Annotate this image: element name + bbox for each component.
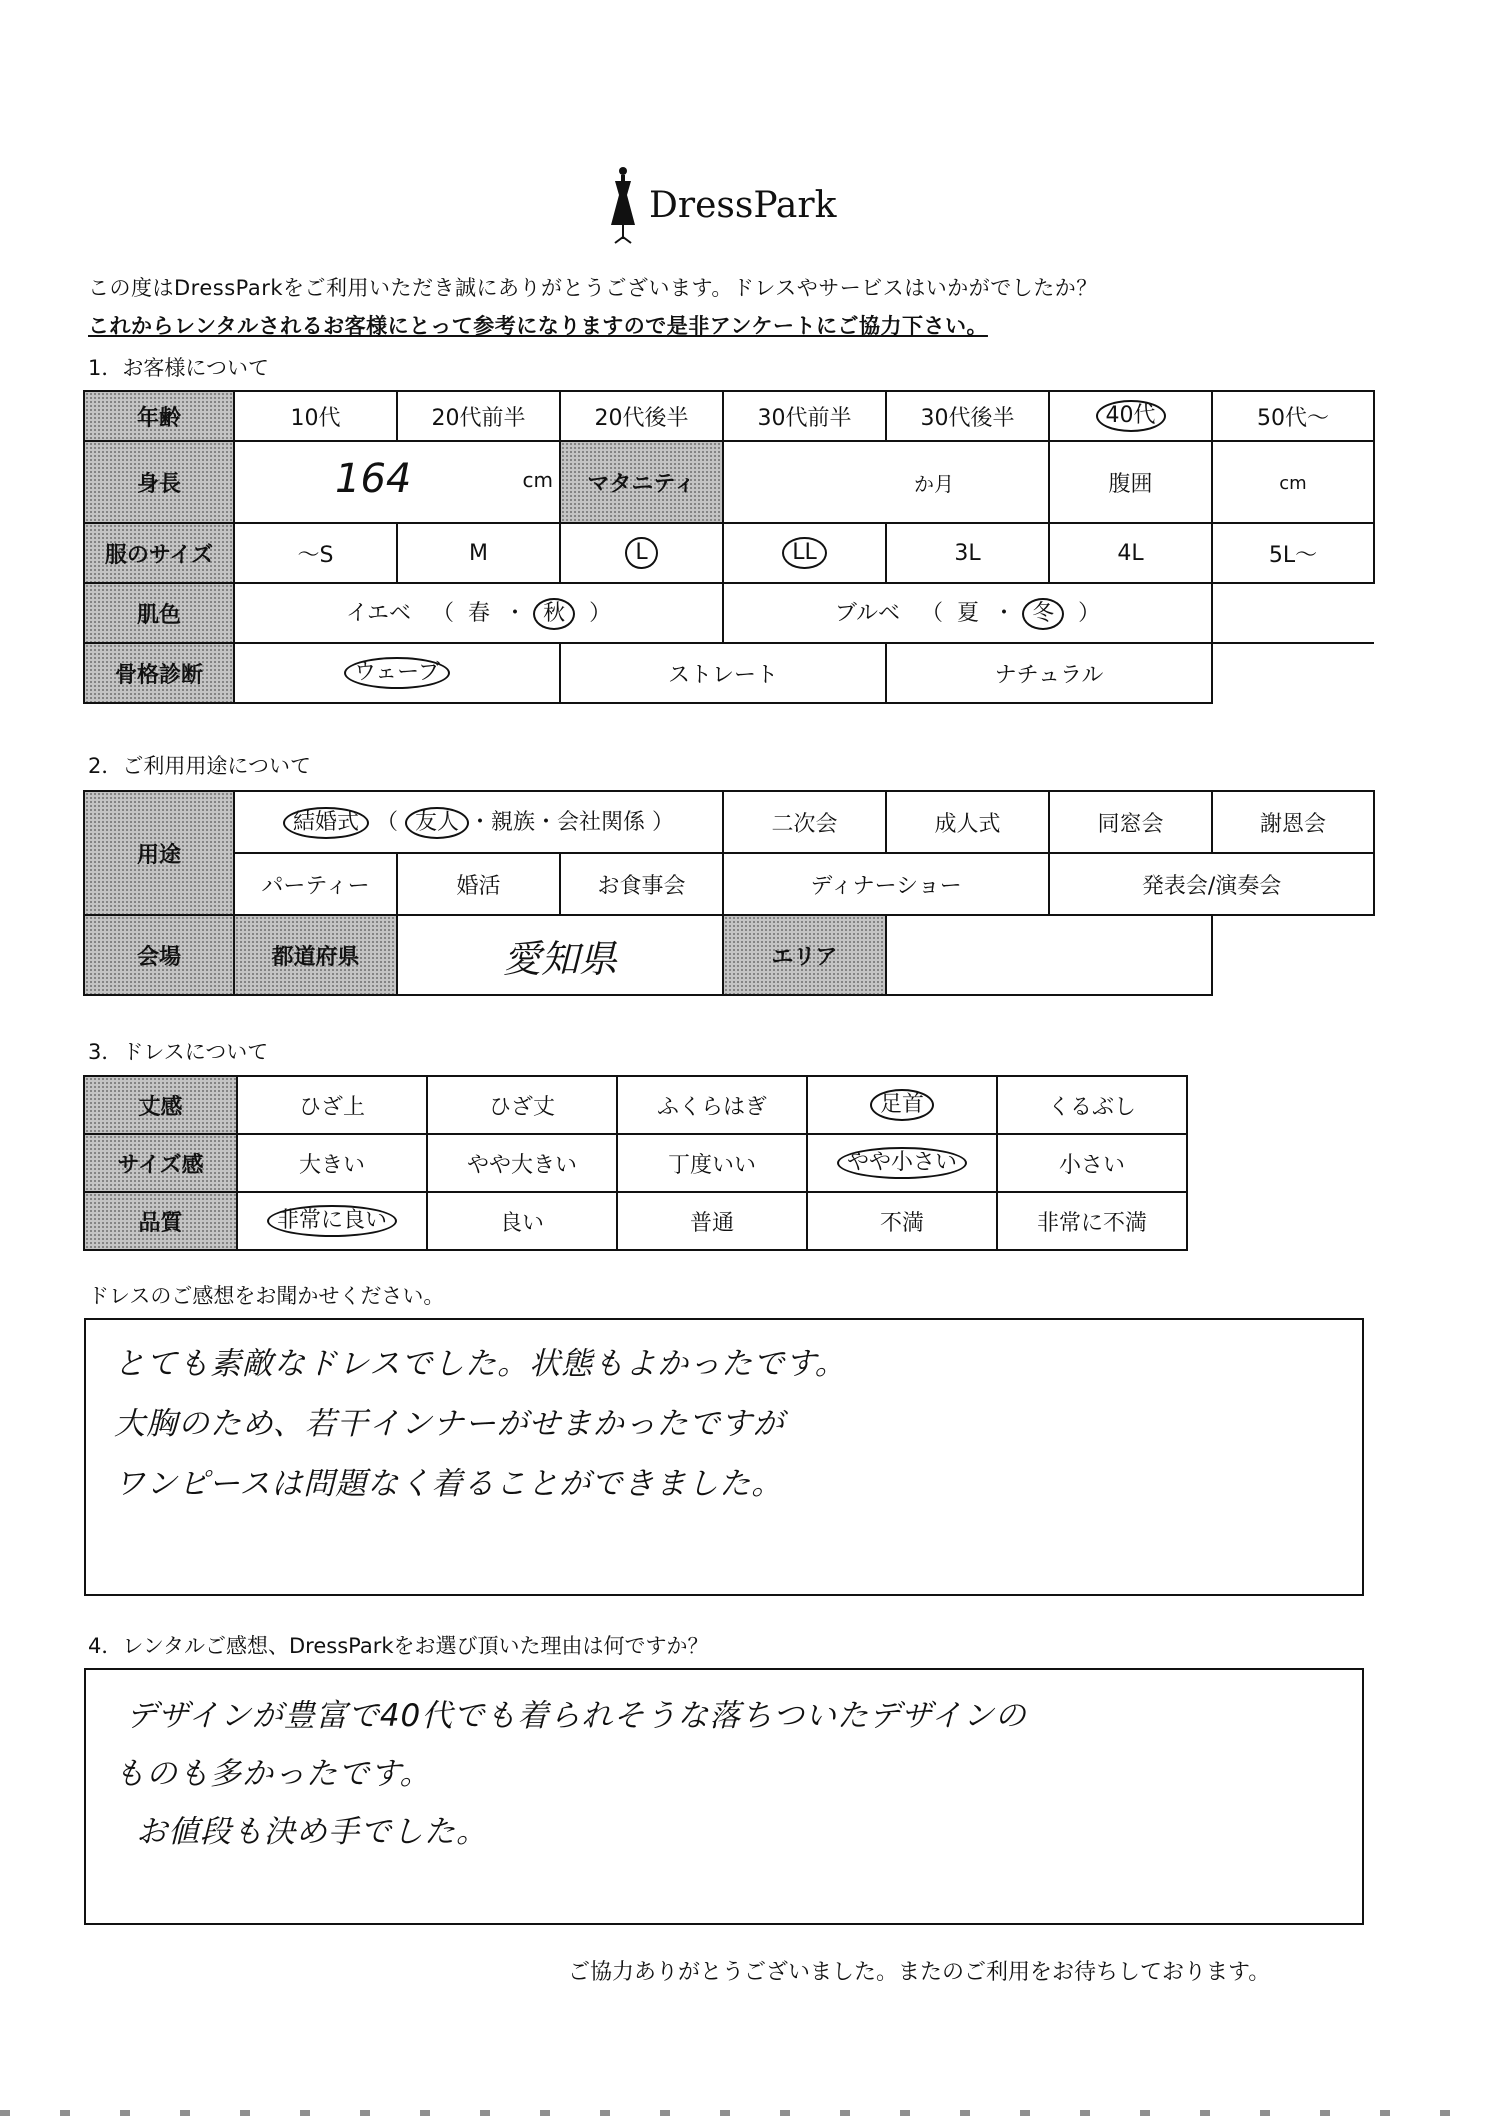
dress-table — [83, 1075, 1188, 1251]
skin-label: 肌色 — [84, 583, 234, 643]
height-value: 164 — [335, 456, 412, 502]
height-field[interactable] — [234, 441, 560, 523]
size-row — [84, 523, 1374, 583]
selected-circle: 足首 — [870, 1089, 934, 1121]
size-option[interactable]: 3L — [886, 523, 1049, 583]
intro-request: これからレンタルされるお客様にとって参考になりますので是非アンケートにご協力下さい。 — [88, 314, 988, 338]
paren-close: ） — [652, 809, 675, 835]
thanks-message: ご協力ありがとうございました。またのご利用をお待ちしております。 — [568, 1960, 1271, 1985]
fit-row — [84, 1134, 1187, 1192]
fit-option[interactable]: やや大きい — [427, 1134, 617, 1192]
area-field[interactable] — [886, 915, 1212, 995]
age-option[interactable]: 20代後半 — [560, 391, 723, 441]
usage-option[interactable]: 謝恩会 — [1212, 791, 1374, 853]
quality-row — [84, 1192, 1187, 1250]
size-option[interactable]: 4L — [1049, 523, 1212, 583]
age-option-selected[interactable] — [1049, 391, 1212, 441]
usage-option[interactable]: お食事会 — [560, 853, 723, 915]
comment-line: ワンピースは問題なく着ることができました。 — [114, 1466, 784, 1502]
season-summer: 夏 — [957, 600, 980, 626]
size-label: 服のサイズ — [84, 523, 234, 583]
size-option-selected[interactable] — [560, 523, 723, 583]
area-label: エリア — [723, 915, 886, 995]
section4-title: 4．レンタルご感想、DressParkをお選び頂いた理由は何ですか？ — [88, 1634, 709, 1658]
length-option[interactable]: ひざ上 — [237, 1076, 427, 1134]
customer-info-table — [83, 390, 1375, 704]
usage-option[interactable]: ディナーショー — [723, 853, 1049, 915]
selected-circle: ウェーブ — [344, 657, 450, 689]
intro-text: この度はDressParkをご利用いただき誠にありがとうございます。ドレスやサービスはいかがでしたか？ — [88, 276, 1098, 300]
paren-close: ） — [589, 600, 612, 626]
length-option[interactable]: ふくらはぎ — [617, 1076, 807, 1134]
friend-selected: 友人 — [405, 807, 469, 839]
height-unit: cm — [522, 468, 553, 492]
waist-unit: cm — [1279, 472, 1307, 494]
wedding-selected: 結婚式 — [283, 807, 369, 839]
fit-option[interactable]: 小さい — [997, 1134, 1187, 1192]
age-option[interactable]: 30代前半 — [723, 391, 886, 441]
frame-option[interactable]: ストレート — [560, 643, 886, 703]
selected-circle: やや小さい — [837, 1147, 967, 1179]
selected-circle: 非常に良い — [267, 1205, 397, 1237]
wedding-relations: ・親族・会社関係 — [469, 809, 646, 835]
scan-border-marks — [0, 2110, 1500, 2116]
dresspark-logo — [605, 165, 845, 255]
usage-option[interactable]: パーティー — [234, 853, 397, 915]
paren-open: （ — [432, 600, 455, 626]
blank-cell — [1212, 643, 1374, 703]
paren-open: （ — [921, 600, 944, 626]
section3-title: 3．ドレスについて — [88, 1040, 269, 1064]
fit-option-selected[interactable] — [807, 1134, 997, 1192]
age-option[interactable]: 30代後半 — [886, 391, 1049, 441]
logo-text: DressPark — [649, 185, 837, 226]
venue-label: 会場 — [84, 915, 234, 995]
separator: ・ — [504, 600, 527, 626]
size-option[interactable]: ～S — [234, 523, 397, 583]
prefecture-value: 愛知県 — [503, 936, 618, 981]
quality-option[interactable]: 非常に不満 — [997, 1192, 1187, 1250]
size-option[interactable]: M — [397, 523, 560, 583]
usage-row-1 — [84, 791, 1374, 853]
season-autumn-selected: 秋 — [533, 598, 575, 630]
prefecture-label: 都道府県 — [234, 915, 397, 995]
quality-option-selected[interactable] — [237, 1192, 427, 1250]
season-spring: 春 — [468, 600, 491, 626]
usage-option[interactable]: 成人式 — [886, 791, 1049, 853]
length-option-selected[interactable] — [807, 1076, 997, 1134]
frame-label: 骨格診断 — [84, 643, 234, 703]
paren-close: ） — [1078, 600, 1101, 626]
usage-option[interactable]: 同窓会 — [1049, 791, 1212, 853]
usage-table — [83, 790, 1375, 996]
paren-open: （ — [375, 809, 398, 835]
quality-option[interactable]: 普通 — [617, 1192, 807, 1250]
waist-field[interactable] — [1212, 441, 1374, 523]
usage-option[interactable]: 発表会/演奏会 — [1049, 853, 1374, 915]
age-row — [84, 391, 1374, 441]
season-winter-selected: 冬 — [1022, 598, 1064, 630]
usage-row-2 — [84, 853, 1374, 915]
section1-title: 1．お客様について — [88, 356, 269, 380]
blue-base-text: ブルベ — [834, 600, 901, 626]
dress-comment-prompt: ドレスのご感想をお聞かせください。 — [88, 1284, 445, 1308]
frame-row — [84, 643, 1374, 703]
length-row — [84, 1076, 1187, 1134]
fit-option[interactable]: 丁度いい — [617, 1134, 807, 1192]
skin-row — [84, 583, 1374, 643]
height-row — [84, 441, 1374, 523]
yellow-base-option[interactable] — [234, 583, 723, 643]
age-option[interactable]: 10代 — [234, 391, 397, 441]
waist-label: 腹囲 — [1049, 441, 1212, 523]
quality-label: 品質 — [84, 1192, 237, 1250]
dress-mannequin-icon — [605, 165, 641, 245]
reason-line: ものも多かったです。 — [114, 1756, 432, 1792]
reason-box[interactable] — [84, 1668, 1364, 1925]
blank-cell — [1212, 583, 1374, 643]
comment-line: とても素敵なドレスでした。状態もよかったです。 — [114, 1346, 847, 1382]
usage-label: 用途 — [84, 791, 234, 915]
section2-title: 2．ご利用用途について — [88, 754, 311, 778]
fit-option[interactable]: 大きい — [237, 1134, 427, 1192]
frame-option[interactable]: ナチュラル — [886, 643, 1212, 703]
prefecture-field[interactable] — [397, 915, 723, 995]
frame-option-selected[interactable] — [234, 643, 560, 703]
maternity-label: マタニティ — [560, 441, 723, 523]
selected-circle: 40代 — [1096, 400, 1166, 432]
maternity-field[interactable] — [723, 441, 1049, 523]
comment-line: 大胸のため、若干インナーがせまかったですが — [114, 1406, 785, 1442]
height-label: 身長 — [84, 441, 234, 523]
months-unit: か月 — [914, 472, 954, 496]
separator: ・ — [993, 600, 1016, 626]
length-label: 丈感 — [84, 1076, 237, 1134]
age-label: 年齢 — [84, 391, 234, 441]
length-option[interactable]: ひざ丈 — [427, 1076, 617, 1134]
blue-base-option[interactable] — [723, 583, 1212, 643]
reason-line: デザインが豊富で40代でも着られそうな落ちついたデザインの — [126, 1698, 1027, 1734]
age-option[interactable]: 20代前半 — [397, 391, 560, 441]
venue-row — [84, 915, 1374, 995]
fit-label: サイズ感 — [84, 1134, 237, 1192]
size-option-selected[interactable] — [723, 523, 886, 583]
wedding-option[interactable] — [234, 791, 723, 853]
age-option[interactable]: 50代～ — [1212, 391, 1374, 441]
quality-option[interactable]: 不満 — [807, 1192, 997, 1250]
blank-cell — [1212, 915, 1374, 995]
usage-option[interactable]: 婚活 — [397, 853, 560, 915]
size-option[interactable]: 5L～ — [1212, 523, 1374, 583]
yellow-base-text: イエベ — [345, 600, 412, 626]
dress-comment-box[interactable] — [84, 1318, 1364, 1596]
selected-circle: LL — [782, 537, 827, 569]
selected-circle: L — [625, 537, 657, 569]
length-option[interactable]: くるぶし — [997, 1076, 1187, 1134]
usage-option[interactable]: 二次会 — [723, 791, 886, 853]
quality-option[interactable]: 良い — [427, 1192, 617, 1250]
reason-line: お値段も決め手でした。 — [136, 1814, 488, 1850]
